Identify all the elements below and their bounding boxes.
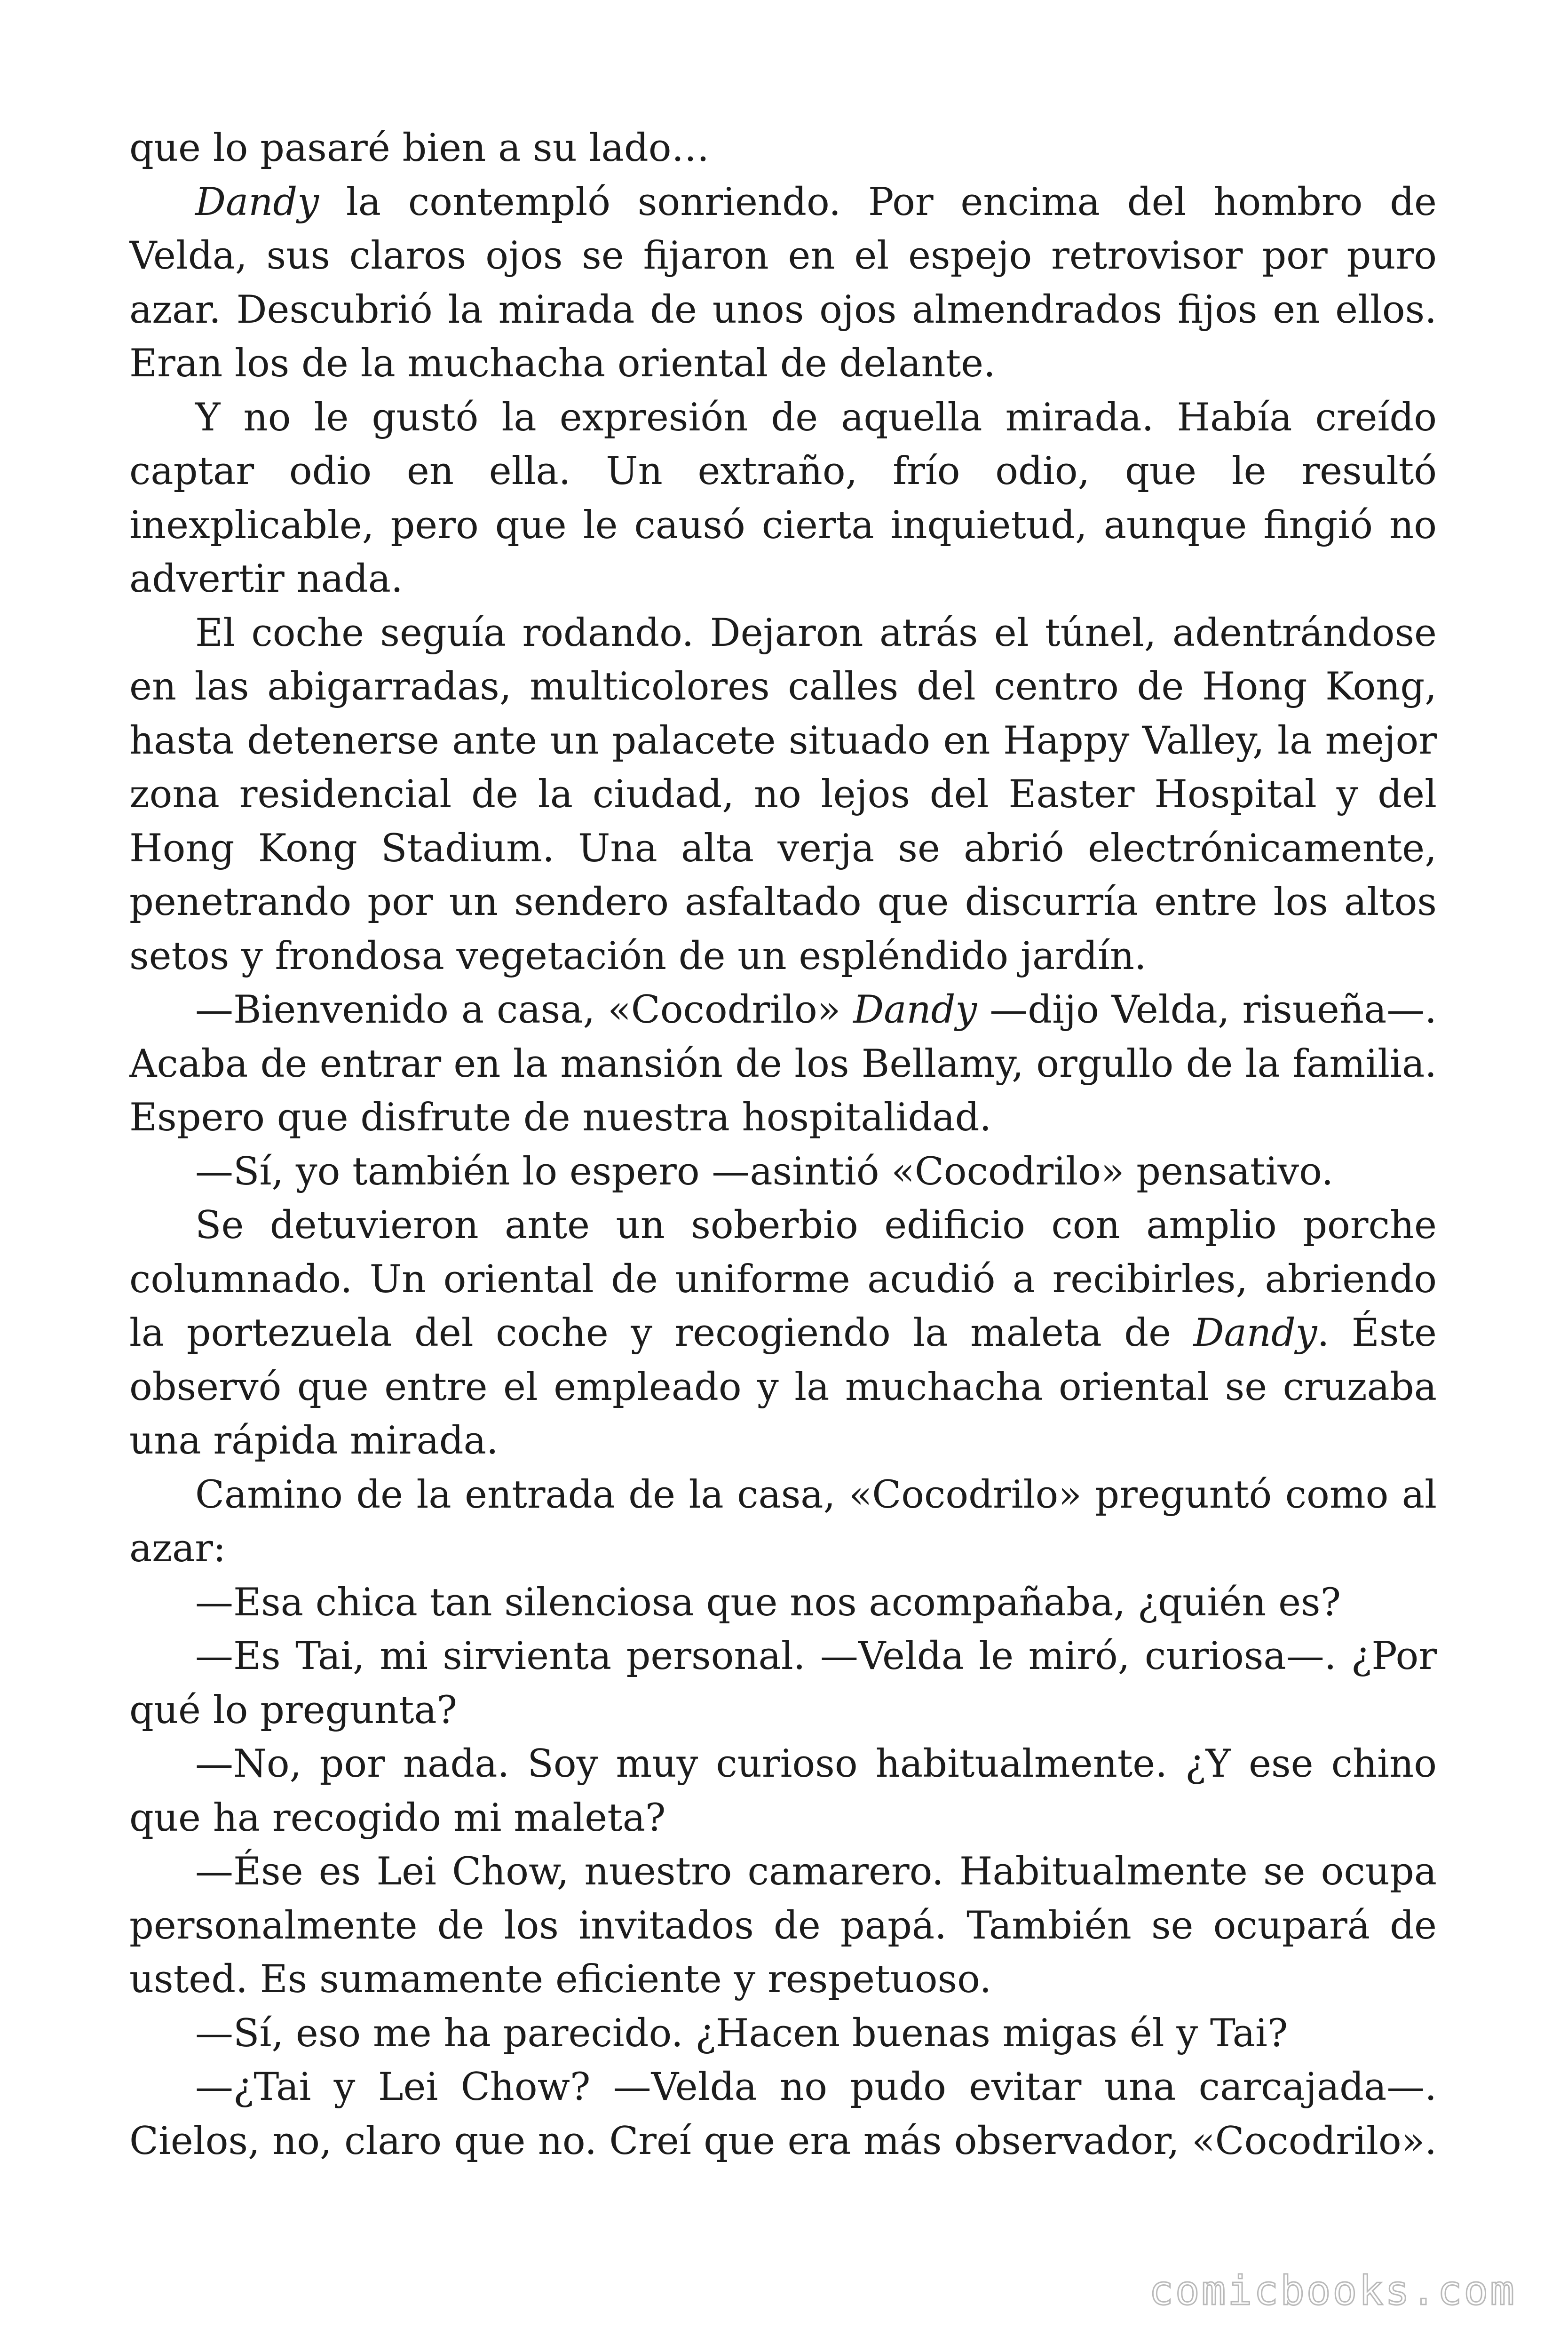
text-run: la contempló sonriendo. Por encima del hombro de Velda, sus claros ojos se fijaron en el espejo retrovisor por puro azar. Descubrió la mirada de unos ojos almendrados fijos en ellos. Eran los de la muchacha oriental de delante. <box>129 180 1437 386</box>
text-run: —No, por nada. Soy muy curioso habitualmente. ¿Y ese chino que ha recogido mi maleta? <box>129 1742 1437 1840</box>
paragraph <box>129 1629 1437 1737</box>
paragraph <box>129 1199 1437 1468</box>
italic-text: Dandy <box>195 180 319 224</box>
text-run: Se detuvieron ante un soberbio edificio con amplio porche columnado. Un oriental de uniforme acudió a recibirles, abriendo la portezuela del coche y recogiendo la maleta de <box>129 1203 1437 1355</box>
paragraph <box>129 1737 1437 1845</box>
text-run: —Sí, yo también lo espero —asintió «Cocodrilo» pensativo. <box>195 1149 1334 1194</box>
text-run: —Sí, eso me ha parecido. ¿Hacen buenas migas él y Tai? <box>195 2011 1288 2056</box>
text-run: —Ése es Lei Chow, nuestro camarero. Habitualmente se ocupa personalmente de los invitados de papá. También se ocupará de usted. Es sumamente eficiente y respetuoso. <box>129 1850 1437 2002</box>
paragraph <box>129 121 1437 175</box>
italic-text: Dandy <box>1193 1311 1317 1355</box>
paragraph <box>129 2007 1437 2061</box>
paragraph <box>129 1845 1437 2007</box>
text-run: —dijo Velda, risueña—. Acaba de entrar en la mansión de los Bellamy, orgullo de la familia. Espero que disfrute de nuestra hospitalidad. <box>129 988 1437 1140</box>
paragraph <box>129 1576 1437 1630</box>
text-run: —Bienvenido a casa, «Cocodrilo» <box>195 988 854 1032</box>
book-page-text <box>129 121 1437 2215</box>
paragraph <box>129 175 1437 391</box>
paragraph <box>129 1145 1437 1199</box>
text-run: El coche seguía rodando. Dejaron atrás el túnel, adentrándose en las abigarradas, multicolores calles del centro de Hong Kong, hasta detenerse ante un palacete situado en Happy Valley, la mejor zona residencial de la ciudad, no lejos del Easter Hospital y del Hong Kong Stadium. Una alta verja se abrió electrónicamente, penetrando por un sendero asfaltado que discurría entre los altos setos y frondosa vegetación de un espléndido jardín. <box>129 611 1437 978</box>
paragraph <box>129 391 1437 606</box>
paragraph <box>129 1468 1437 1576</box>
text-run: . Éste observó que entre el empleado y la muchacha oriental se cruzaba una rápida mirada. <box>129 1311 1437 1463</box>
paragraph <box>129 606 1437 984</box>
text-run: que lo pasaré bien a su lado… <box>129 126 710 170</box>
watermark: comicbooks.com <box>1149 2267 1516 2314</box>
text-run: Camino de la entrada de la casa, «Cocodrilo» preguntó como al azar: <box>129 1472 1437 1571</box>
paragraph <box>129 983 1437 1145</box>
text-run: Y no le gustó la expresión de aquella mirada. Había creído captar odio en ella. Un extraño, frío odio, que le resultó inexplicable, pero que le causó cierta inquietud, aunque fingió no advertir nada. <box>129 395 1437 601</box>
text-run: —¿Tai y Lei Chow? —Velda no pudo evitar una carcajada—. Cielos, no, claro que no. Creí que era más observador, «Cocodrilo». <box>129 2065 1437 2163</box>
text-run: —Esa chica tan silenciosa que nos acompañaba, ¿quién es? <box>195 1580 1341 1625</box>
italic-text: Dandy <box>853 988 977 1032</box>
text-run: —Es Tai, mi sirvienta personal. —Velda le miró, curiosa—. ¿Por qué lo pregunta? <box>129 1634 1437 1732</box>
paragraph <box>129 2060 1437 2168</box>
